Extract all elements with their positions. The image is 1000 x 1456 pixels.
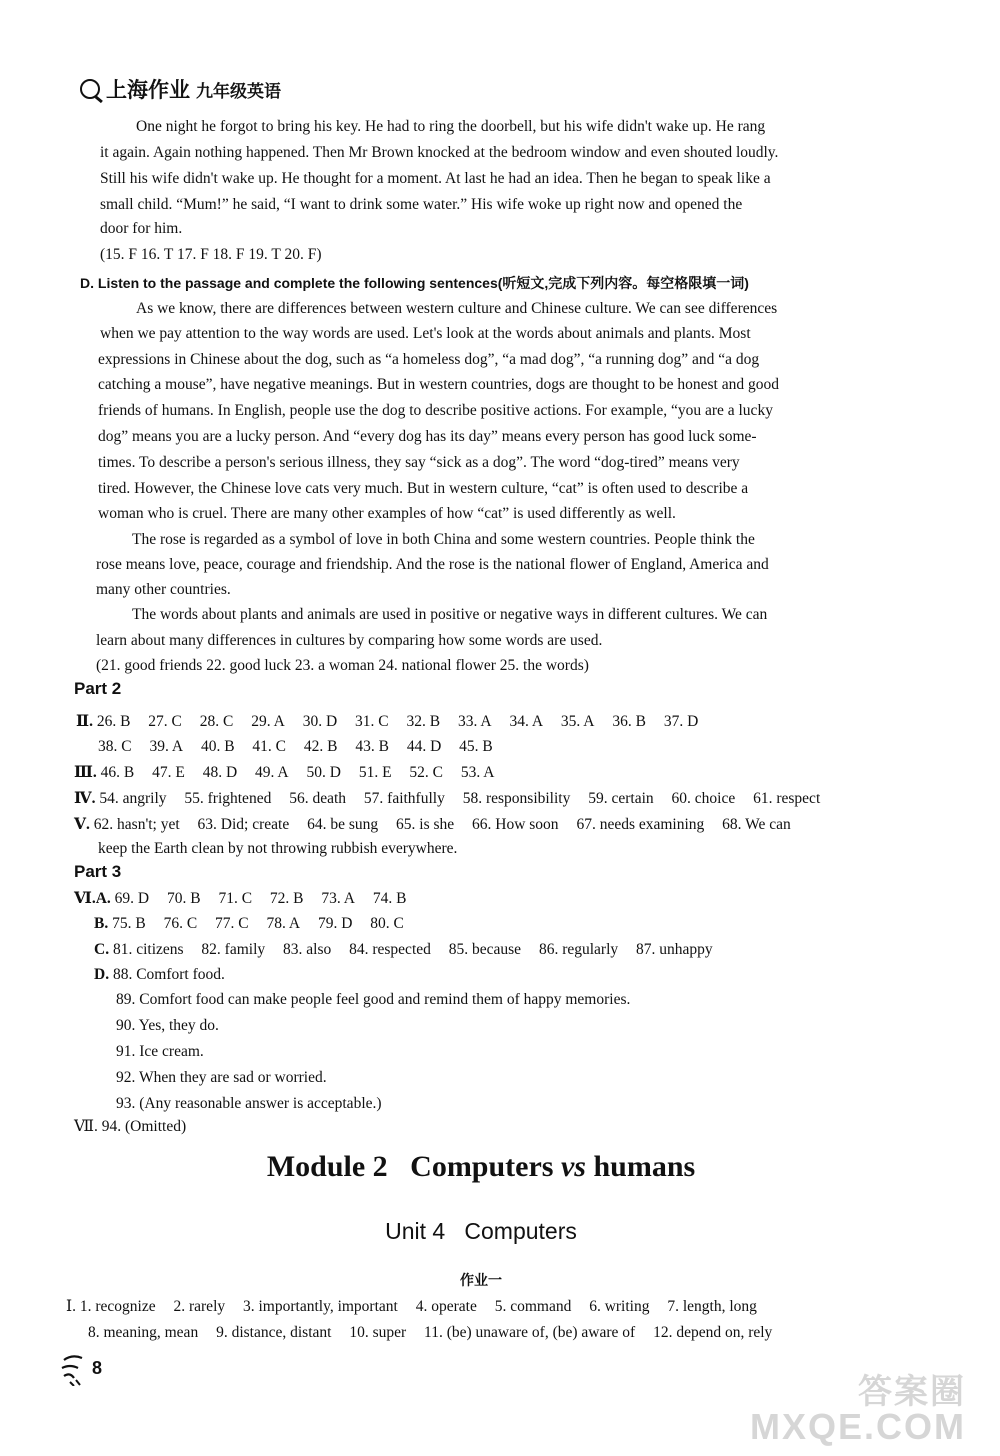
answer-68-continued: keep the Earth clean by not throwing rubbish everywhere. <box>98 840 458 857</box>
answer-item: 41. C <box>252 738 286 755</box>
answer-item: 47. E <box>152 764 185 781</box>
book-title: 上海作业 <box>106 78 190 102</box>
passage1-line: small child. “Mum!” he said, “I want to drink some water.” His wife woke up right now and opened the <box>100 196 743 213</box>
para1-line: woman who is cruel. There are many other examples of how “cat” is used differently as well. <box>98 505 676 522</box>
leaf-decoration-icon <box>60 1352 92 1386</box>
answer-89: 89. Comfort food can make people feel good and remind them of happy memories. <box>116 991 631 1008</box>
para1-line: friends of humans. In English, people use the dog to describe positive actions. For example, “you are a lucky <box>98 402 773 419</box>
homework-label: 作业一 <box>460 1273 502 1289</box>
answer-item: 72. B <box>269 890 304 907</box>
answer-94: Ⅶ. 94. (Omitted) <box>74 1118 187 1135</box>
para1-line: when we pay attention to the way words are used. Let's look at the words about animals and plants. Most <box>100 325 751 342</box>
answer-item: 70. B <box>166 890 201 907</box>
answer-item: 59. certain <box>588 790 654 807</box>
answer-item: 68. We can <box>722 816 791 833</box>
answer-item: 66. How soon <box>472 816 559 833</box>
answer-item: 71. C <box>218 890 253 907</box>
answer-item: 52. C <box>409 764 444 781</box>
answer-93: 93. (Any reasonable answer is acceptable.) <box>116 1095 382 1112</box>
answer-item: 83. also <box>283 941 332 958</box>
part3-title: Part 3 <box>74 862 122 881</box>
para3-line: learn about many differences in cultures by comparing how some words are used. <box>96 632 603 649</box>
answer-item: 26. B <box>96 713 131 730</box>
watermark <box>676 1372 976 1447</box>
answer-item: 53. A <box>460 764 495 781</box>
passage1-line: One night he forgot to bring his key. He had to ring the doorbell, but his wife didn't wake up. He rang <box>136 118 766 135</box>
roman-label: Ⅲ. <box>74 764 97 781</box>
answer-item: 7. length, long <box>667 1298 757 1315</box>
answer-item: 64. be sung <box>307 816 379 833</box>
part2-title: Part 2 <box>74 679 122 698</box>
passage1-line: it again. Again nothing happened. Then Mr Brown knocked at the bedroom window and even shouted loudly. <box>100 144 779 161</box>
para1-line: dog” means you are a lucky person. And “every dog has its day” means every person has good luck some- <box>98 428 757 445</box>
roman-label: Ⅱ. <box>76 713 93 730</box>
answer-item: 30. D <box>302 713 338 730</box>
section-label: A. <box>95 890 111 907</box>
answer-item: 85. because <box>448 941 522 958</box>
unit-title: Unit 4 Computers <box>385 1218 577 1244</box>
para1-line: times. To describe a person's serious illness, they say “sick as a dog”. The word “dog-tired” means very <box>98 454 740 471</box>
answer-91: 91. Ice cream. <box>116 1043 204 1060</box>
answer-item: 48. D <box>202 764 238 781</box>
section-label: D. <box>94 966 110 983</box>
answer-item: 29. A <box>251 713 285 730</box>
answer-item: 2. rarely <box>173 1298 226 1315</box>
page-number: 8 <box>92 1358 103 1378</box>
answers-21-25: (21. good friends 22. good luck 23. a woman 24. national flower 25. the words) <box>96 657 589 674</box>
answer-item: 44. D <box>406 738 442 755</box>
answer-item: 10. super <box>349 1324 407 1341</box>
module-title-suffix: humans <box>585 1150 696 1183</box>
passage1-line: Still his wife didn't wake up. He thought for a moment. At last he had an idea. Then he began to speak like a <box>100 170 771 187</box>
answer-item: 58. responsibility <box>462 790 571 807</box>
answer-item: 61. respect <box>753 790 821 807</box>
para2-line: many other countries. <box>96 581 231 598</box>
answer-item: 8. meaning, mean <box>88 1324 199 1341</box>
unit4-answers-row1 <box>66 1298 757 1316</box>
answer-item: 6. writing <box>589 1298 650 1315</box>
module-title-prefix: Module 2 Computers <box>266 1150 561 1183</box>
answer-item: 12. depend on, rely <box>653 1324 773 1341</box>
answer-item: Ⅰ. 1. recognize <box>66 1298 156 1315</box>
answer-item: 60. choice <box>671 790 736 807</box>
answer-item: 55. frightened <box>184 790 272 807</box>
answers-II-row1 <box>76 713 698 731</box>
roman-label: Ⅵ. <box>74 890 96 907</box>
unit4-answers-row2 <box>88 1324 772 1342</box>
section-label: B. <box>94 915 109 932</box>
answer-item: 77. C <box>215 915 249 932</box>
answer-item: 3. importantly, important <box>243 1298 398 1315</box>
answer-item: 40. B <box>200 738 235 755</box>
answer-item: 69. D <box>114 890 150 907</box>
answer-item: 43. B <box>355 738 389 755</box>
answer-item: 4. operate <box>415 1298 477 1315</box>
answers-III <box>74 764 494 782</box>
answer-item: 38. C <box>98 738 132 755</box>
passage1-line: door for him. <box>100 220 183 237</box>
answer-item: 67. needs examining <box>576 816 705 833</box>
answer-90: 90. Yes, they do. <box>116 1017 219 1034</box>
answer-item: 46. B <box>100 764 135 781</box>
magnifier-logo-icon <box>80 79 100 99</box>
answer-item: 51. E <box>358 764 392 781</box>
para2-line: The rose is regarded as a symbol of love in both China and some western countries. People think the <box>132 531 755 548</box>
answer-item: 63. Did; create <box>197 816 290 833</box>
para3-line: The words about plants and animals are used in positive or negative ways in different cultures. We can <box>132 606 768 623</box>
answer-item: 56. death <box>289 790 347 807</box>
answer-item: 79. D <box>317 915 353 932</box>
answers-V <box>74 816 791 834</box>
watermark-url: MXQE.COM <box>749 1406 966 1447</box>
para1-line: expressions in Chinese about the dog, such as “a homeless dog”, “a mad dog”, “a running dog” and “a dog <box>98 351 760 368</box>
answers-VI-B <box>94 915 404 933</box>
answer-item: 88. Comfort food. <box>112 966 225 983</box>
answer-item: 33. A <box>457 713 492 730</box>
answer-item: 42. B <box>303 738 338 755</box>
answer-item: 76. C <box>163 915 198 932</box>
answer-item: 9. distance, distant <box>216 1324 332 1341</box>
roman-label: Ⅴ. <box>74 816 90 833</box>
answers-VI-D-88 <box>94 966 225 984</box>
answers-VI-A <box>74 890 406 908</box>
answer-item: 37. D <box>663 713 699 730</box>
answer-item: 62. hasn't; yet <box>93 816 180 833</box>
para1-line: As we know, there are differences between western culture and Chinese culture. We can see differences <box>136 300 778 317</box>
answer-item: 35. A <box>560 713 595 730</box>
answers-IV <box>74 790 820 808</box>
answer-item: 32. B <box>406 713 441 730</box>
section-label: C. <box>94 941 110 958</box>
answer-item: 34. A <box>509 713 544 730</box>
module-title-vs: vs <box>560 1150 586 1183</box>
watermark-text: 答案圈 <box>858 1372 966 1412</box>
answer-item: 11. (be) unaware of, (be) aware of <box>424 1324 636 1341</box>
book-subtitle: 九年级英语 <box>196 81 281 102</box>
roman-label: Ⅳ. <box>74 790 96 807</box>
answer-item: 27. C <box>148 713 182 730</box>
para1-line: catching a mouse”, have negative meanings. But in western countries, dogs are thought to be honest and good <box>98 376 779 393</box>
answer-item: 80. C <box>370 915 404 932</box>
section-d-heading: D. Listen to the passage and complete the following sentences(听短文,完成下列内容。每空格限填一词) <box>80 275 749 291</box>
module-title <box>0 1150 962 1184</box>
answer-item: 84. respected <box>349 941 431 958</box>
para2-line: rose means love, peace, courage and friendship. And the rose is the national flower of England, America and <box>96 556 769 573</box>
answer-item: 65. is she <box>396 816 455 833</box>
answer-item: 74. B <box>372 890 407 907</box>
answers-II-row2 <box>98 738 493 756</box>
answer-item: 81. citizens <box>112 941 184 958</box>
answer-item: 49. A <box>255 764 289 781</box>
answer-item: 39. A <box>149 738 184 755</box>
answer-item: 87. unhappy <box>636 941 713 958</box>
book-header <box>80 74 281 104</box>
answer-item: 45. B <box>459 738 493 755</box>
answer-item: 31. C <box>355 713 389 730</box>
answer-item: 78. A <box>266 915 301 932</box>
answer-92: 92. When they are sad or worried. <box>116 1069 327 1086</box>
answers-15-20: (15. F 16. T 17. F 18. F 19. T 20. F) <box>100 246 322 263</box>
answer-item: 28. C <box>199 713 234 730</box>
answer-item: 86. regularly <box>538 941 619 958</box>
answer-item: 57. faithfully <box>363 790 445 807</box>
answers-VI-C <box>94 941 713 959</box>
answer-item: 50. D <box>306 764 341 781</box>
answer-item: 82. family <box>201 941 266 958</box>
answer-item: 75. B <box>112 915 146 932</box>
para1-line: tired. However, the Chinese love cats very much. But in western culture, “cat” is often used to describe a <box>98 480 749 497</box>
answer-item: 36. B <box>612 713 646 730</box>
answer-item: 54. angrily <box>99 790 167 807</box>
answer-item: 5. command <box>494 1298 572 1315</box>
answer-item: 73. A <box>321 890 355 907</box>
